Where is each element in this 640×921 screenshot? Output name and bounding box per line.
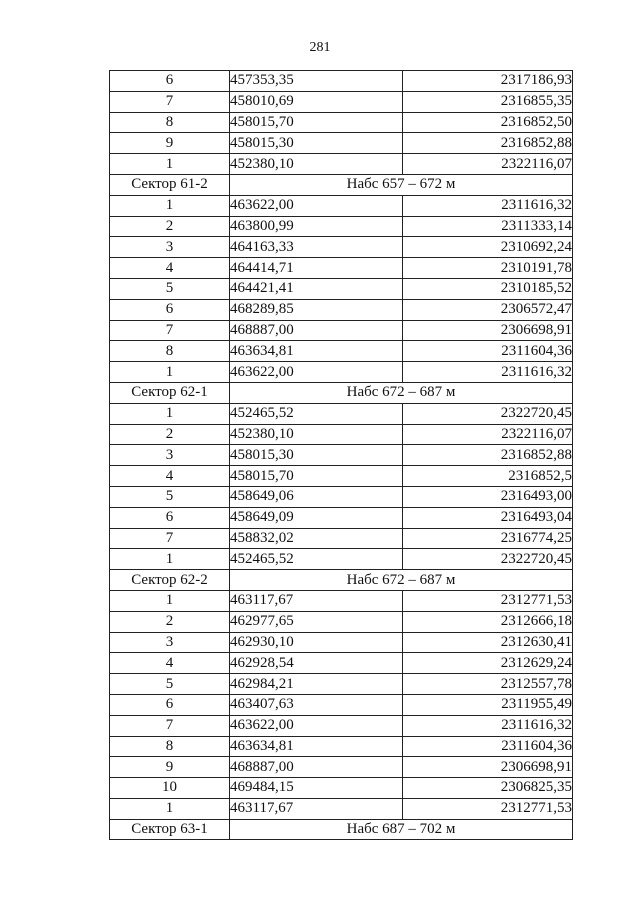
x-coordinate: 458015,30 bbox=[230, 445, 403, 466]
point-number: 6 bbox=[110, 299, 230, 320]
sector-height-range: Набс 687 – 702 м bbox=[230, 819, 573, 840]
table-row bbox=[110, 133, 573, 154]
table-row bbox=[110, 216, 573, 237]
x-coordinate: 463117,67 bbox=[230, 798, 403, 819]
table-row bbox=[110, 757, 573, 778]
y-coordinate: 2316493,04 bbox=[403, 507, 573, 528]
table-row bbox=[110, 403, 573, 424]
point-number: 1 bbox=[110, 154, 230, 175]
x-coordinate: 469484,15 bbox=[230, 778, 403, 799]
y-coordinate: 2322116,07 bbox=[403, 154, 573, 175]
y-coordinate: 2316852,88 bbox=[403, 133, 573, 154]
table-row bbox=[110, 549, 573, 570]
table-row bbox=[110, 258, 573, 279]
y-coordinate: 2316855,35 bbox=[403, 91, 573, 112]
y-coordinate: 2312557,78 bbox=[403, 674, 573, 695]
x-coordinate: 464414,71 bbox=[230, 258, 403, 279]
point-number: 7 bbox=[110, 91, 230, 112]
point-number: 5 bbox=[110, 278, 230, 299]
x-coordinate: 463117,67 bbox=[230, 590, 403, 611]
y-coordinate: 2316493,00 bbox=[403, 486, 573, 507]
x-coordinate: 462930,10 bbox=[230, 632, 403, 653]
x-coordinate: 463622,00 bbox=[230, 195, 403, 216]
sector-name: Сектор 63-1 bbox=[110, 819, 230, 840]
x-coordinate: 452380,10 bbox=[230, 424, 403, 445]
x-coordinate: 464163,33 bbox=[230, 237, 403, 258]
x-coordinate: 463634,81 bbox=[230, 736, 403, 757]
point-number: 7 bbox=[110, 528, 230, 549]
point-number: 4 bbox=[110, 466, 230, 487]
table-row bbox=[110, 341, 573, 362]
table-row bbox=[110, 507, 573, 528]
x-coordinate: 463622,00 bbox=[230, 362, 403, 383]
x-coordinate: 452465,52 bbox=[230, 403, 403, 424]
y-coordinate: 2312771,53 bbox=[403, 590, 573, 611]
sector-header-row bbox=[110, 570, 573, 591]
table-row bbox=[110, 112, 573, 133]
point-number: 8 bbox=[110, 736, 230, 757]
y-coordinate: 2322720,45 bbox=[403, 403, 573, 424]
point-number: 1 bbox=[110, 798, 230, 819]
point-number: 1 bbox=[110, 549, 230, 570]
y-coordinate: 2310692,24 bbox=[403, 237, 573, 258]
x-coordinate: 452380,10 bbox=[230, 154, 403, 175]
y-coordinate: 2322116,07 bbox=[403, 424, 573, 445]
table-row bbox=[110, 632, 573, 653]
x-coordinate: 458649,06 bbox=[230, 486, 403, 507]
table-row bbox=[110, 154, 573, 175]
y-coordinate: 2311616,32 bbox=[403, 195, 573, 216]
y-coordinate: 2311616,32 bbox=[403, 715, 573, 736]
table-row bbox=[110, 778, 573, 799]
point-number: 3 bbox=[110, 237, 230, 258]
sector-height-range: Набс 672 – 687 м bbox=[230, 382, 573, 403]
y-coordinate: 2317186,93 bbox=[403, 71, 573, 92]
x-coordinate: 458015,70 bbox=[230, 112, 403, 133]
table-row bbox=[110, 424, 573, 445]
y-coordinate: 2311333,14 bbox=[403, 216, 573, 237]
table-row bbox=[110, 445, 573, 466]
point-number: 9 bbox=[110, 757, 230, 778]
y-coordinate: 2312629,24 bbox=[403, 653, 573, 674]
y-coordinate: 2312666,18 bbox=[403, 611, 573, 632]
table-row bbox=[110, 195, 573, 216]
sector-header-row bbox=[110, 174, 573, 195]
table-row bbox=[110, 694, 573, 715]
y-coordinate: 2311616,32 bbox=[403, 362, 573, 383]
x-coordinate: 458015,70 bbox=[230, 466, 403, 487]
y-coordinate: 2322720,45 bbox=[403, 549, 573, 570]
table-row bbox=[110, 466, 573, 487]
point-number: 6 bbox=[110, 71, 230, 92]
point-number: 8 bbox=[110, 112, 230, 133]
y-coordinate: 2312630,41 bbox=[403, 632, 573, 653]
table-row bbox=[110, 736, 573, 757]
point-number: 5 bbox=[110, 486, 230, 507]
point-number: 8 bbox=[110, 341, 230, 362]
table-row bbox=[110, 362, 573, 383]
x-coordinate: 464421,41 bbox=[230, 278, 403, 299]
x-coordinate: 462928,54 bbox=[230, 653, 403, 674]
point-number: 1 bbox=[110, 195, 230, 216]
table-row bbox=[110, 715, 573, 736]
x-coordinate: 458649,09 bbox=[230, 507, 403, 528]
x-coordinate: 463622,00 bbox=[230, 715, 403, 736]
point-number: 1 bbox=[110, 403, 230, 424]
y-coordinate: 2312771,53 bbox=[403, 798, 573, 819]
x-coordinate: 462984,21 bbox=[230, 674, 403, 695]
x-coordinate: 458015,30 bbox=[230, 133, 403, 154]
coordinates-table bbox=[109, 70, 573, 840]
table-row bbox=[110, 486, 573, 507]
point-number: 1 bbox=[110, 590, 230, 611]
x-coordinate: 468887,00 bbox=[230, 757, 403, 778]
y-coordinate: 2311955,49 bbox=[403, 694, 573, 715]
point-number: 4 bbox=[110, 258, 230, 279]
y-coordinate: 2310191,78 bbox=[403, 258, 573, 279]
x-coordinate: 468289,85 bbox=[230, 299, 403, 320]
sector-height-range: Набс 672 – 687 м bbox=[230, 570, 573, 591]
point-number: 2 bbox=[110, 216, 230, 237]
y-coordinate: 2316852,88 bbox=[403, 445, 573, 466]
sector-header-row bbox=[110, 819, 573, 840]
y-coordinate: 2306698,91 bbox=[403, 320, 573, 341]
y-coordinate: 2306698,91 bbox=[403, 757, 573, 778]
point-number: 3 bbox=[110, 632, 230, 653]
table-row bbox=[110, 611, 573, 632]
y-coordinate: 2306825,35 bbox=[403, 778, 573, 799]
y-coordinate: 2311604,36 bbox=[403, 341, 573, 362]
y-coordinate: 2311604,36 bbox=[403, 736, 573, 757]
table-row bbox=[110, 798, 573, 819]
table-row bbox=[110, 278, 573, 299]
table-row bbox=[110, 71, 573, 92]
x-coordinate: 462977,65 bbox=[230, 611, 403, 632]
table-row bbox=[110, 320, 573, 341]
y-coordinate: 2316852,5 bbox=[403, 466, 573, 487]
x-coordinate: 458832,02 bbox=[230, 528, 403, 549]
page-number: 281 bbox=[309, 40, 331, 55]
point-number: 2 bbox=[110, 611, 230, 632]
sector-name: Сектор 62-2 bbox=[110, 570, 230, 591]
x-coordinate: 468887,00 bbox=[230, 320, 403, 341]
table-row bbox=[110, 590, 573, 611]
y-coordinate: 2316852,50 bbox=[403, 112, 573, 133]
x-coordinate: 457353,35 bbox=[230, 71, 403, 92]
table-row bbox=[110, 674, 573, 695]
x-coordinate: 463407,63 bbox=[230, 694, 403, 715]
point-number: 3 bbox=[110, 445, 230, 466]
point-number: 9 bbox=[110, 133, 230, 154]
y-coordinate: 2306572,47 bbox=[403, 299, 573, 320]
sector-name: Сектор 61-2 bbox=[110, 174, 230, 195]
table-row bbox=[110, 91, 573, 112]
sector-name: Сектор 62-1 bbox=[110, 382, 230, 403]
point-number: 7 bbox=[110, 715, 230, 736]
sector-height-range: Набс 657 – 672 м bbox=[230, 174, 573, 195]
x-coordinate: 452465,52 bbox=[230, 549, 403, 570]
point-number: 6 bbox=[110, 507, 230, 528]
point-number: 6 bbox=[110, 694, 230, 715]
point-number: 7 bbox=[110, 320, 230, 341]
table-row bbox=[110, 299, 573, 320]
table-row bbox=[110, 237, 573, 258]
point-number: 4 bbox=[110, 653, 230, 674]
point-number: 5 bbox=[110, 674, 230, 695]
sector-header-row bbox=[110, 382, 573, 403]
point-number: 1 bbox=[110, 362, 230, 383]
y-coordinate: 2316774,25 bbox=[403, 528, 573, 549]
point-number: 2 bbox=[110, 424, 230, 445]
x-coordinate: 458010,69 bbox=[230, 91, 403, 112]
y-coordinate: 2310185,52 bbox=[403, 278, 573, 299]
table-row bbox=[110, 653, 573, 674]
x-coordinate: 463800,99 bbox=[230, 216, 403, 237]
point-number: 10 bbox=[110, 778, 230, 799]
table-row bbox=[110, 528, 573, 549]
coordinates-table-body bbox=[110, 71, 573, 840]
x-coordinate: 463634,81 bbox=[230, 341, 403, 362]
